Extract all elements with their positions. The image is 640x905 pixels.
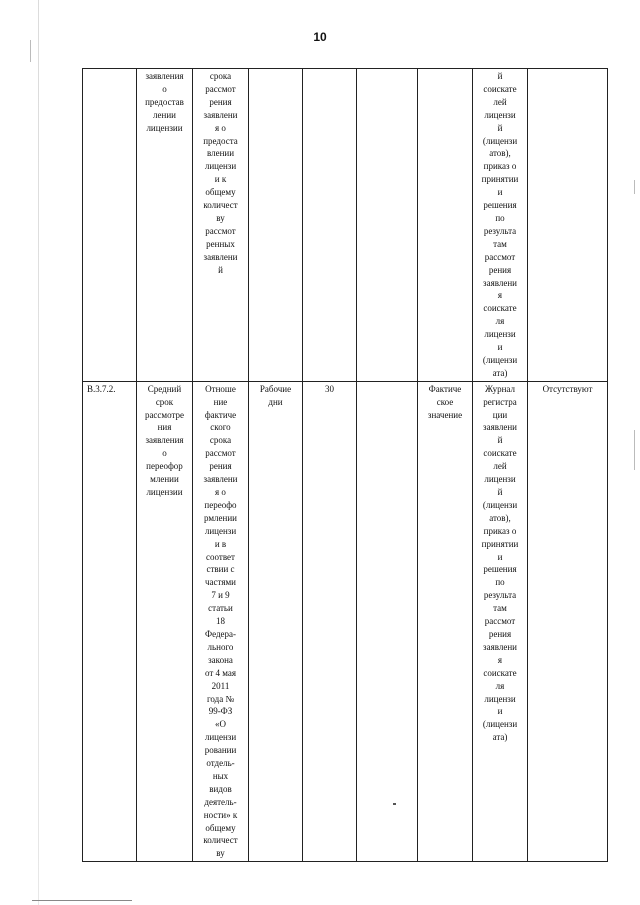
cell-value-type — [418, 69, 473, 382]
scan-bottom-edge — [32, 900, 132, 901]
cell-indicator-name: заявления о предостав лении лицензии — [137, 69, 193, 382]
cell-note — [528, 69, 608, 382]
cell-calculation-method: Отноше ние фактиче ского срока рассмот рения заявлени я о переофо рмлении лицензи и в соответ ствии с частями 7 и 9 статьи 18 Федера- льного закона от 4 мая 2011 года № 99-ФЗ «О лицензи ровании отдель- ных видов деятель- ности» к общему количест ву — [193, 381, 249, 862]
cell-empty — [357, 381, 418, 862]
page-number: 10 — [313, 30, 327, 44]
cell-code — [83, 69, 137, 382]
cell-calculation-method: срока рассмот рения заявлени я о предоста влении лицензи и к общему количест ву рассмот ренных заявлени й — [193, 69, 249, 382]
cell-unit: Рабочие дни — [249, 381, 303, 862]
cell-target-value — [303, 69, 357, 382]
scan-mark — [634, 430, 635, 470]
cell-indicator-name: Средний срок рассмотре ния заявления о переофор млении лицензии — [137, 381, 193, 862]
cell-data-source: Журнал регистра ции заявлени й соискате лей лицензи й (лицензи атов), приказ о принятии и решения по результа там рассмот рения заявлени я соискате ля лицензи и (лицензи ата) — [473, 381, 528, 862]
table-row-continuation — [83, 69, 608, 382]
cell-unit — [249, 69, 303, 382]
table-row-b3-7-2 — [83, 381, 608, 862]
cell-target-value: 30 — [303, 381, 357, 862]
scan-margin-line — [38, 0, 39, 905]
indicator-table — [82, 68, 608, 862]
cell-empty — [357, 69, 418, 382]
cell-code: В.3.7.2. — [83, 381, 137, 862]
scan-mark — [634, 180, 635, 194]
cell-data-source: й соискате лей лицензи й (лицензи атов), приказ о принятии и решения по результа там рассмот рения заявлени я соискате ля лицензи и (лицензи ата) — [473, 69, 528, 382]
cell-note: Отсутствуют — [528, 381, 608, 862]
cell-value-type: Фактиче ское значение — [418, 381, 473, 862]
